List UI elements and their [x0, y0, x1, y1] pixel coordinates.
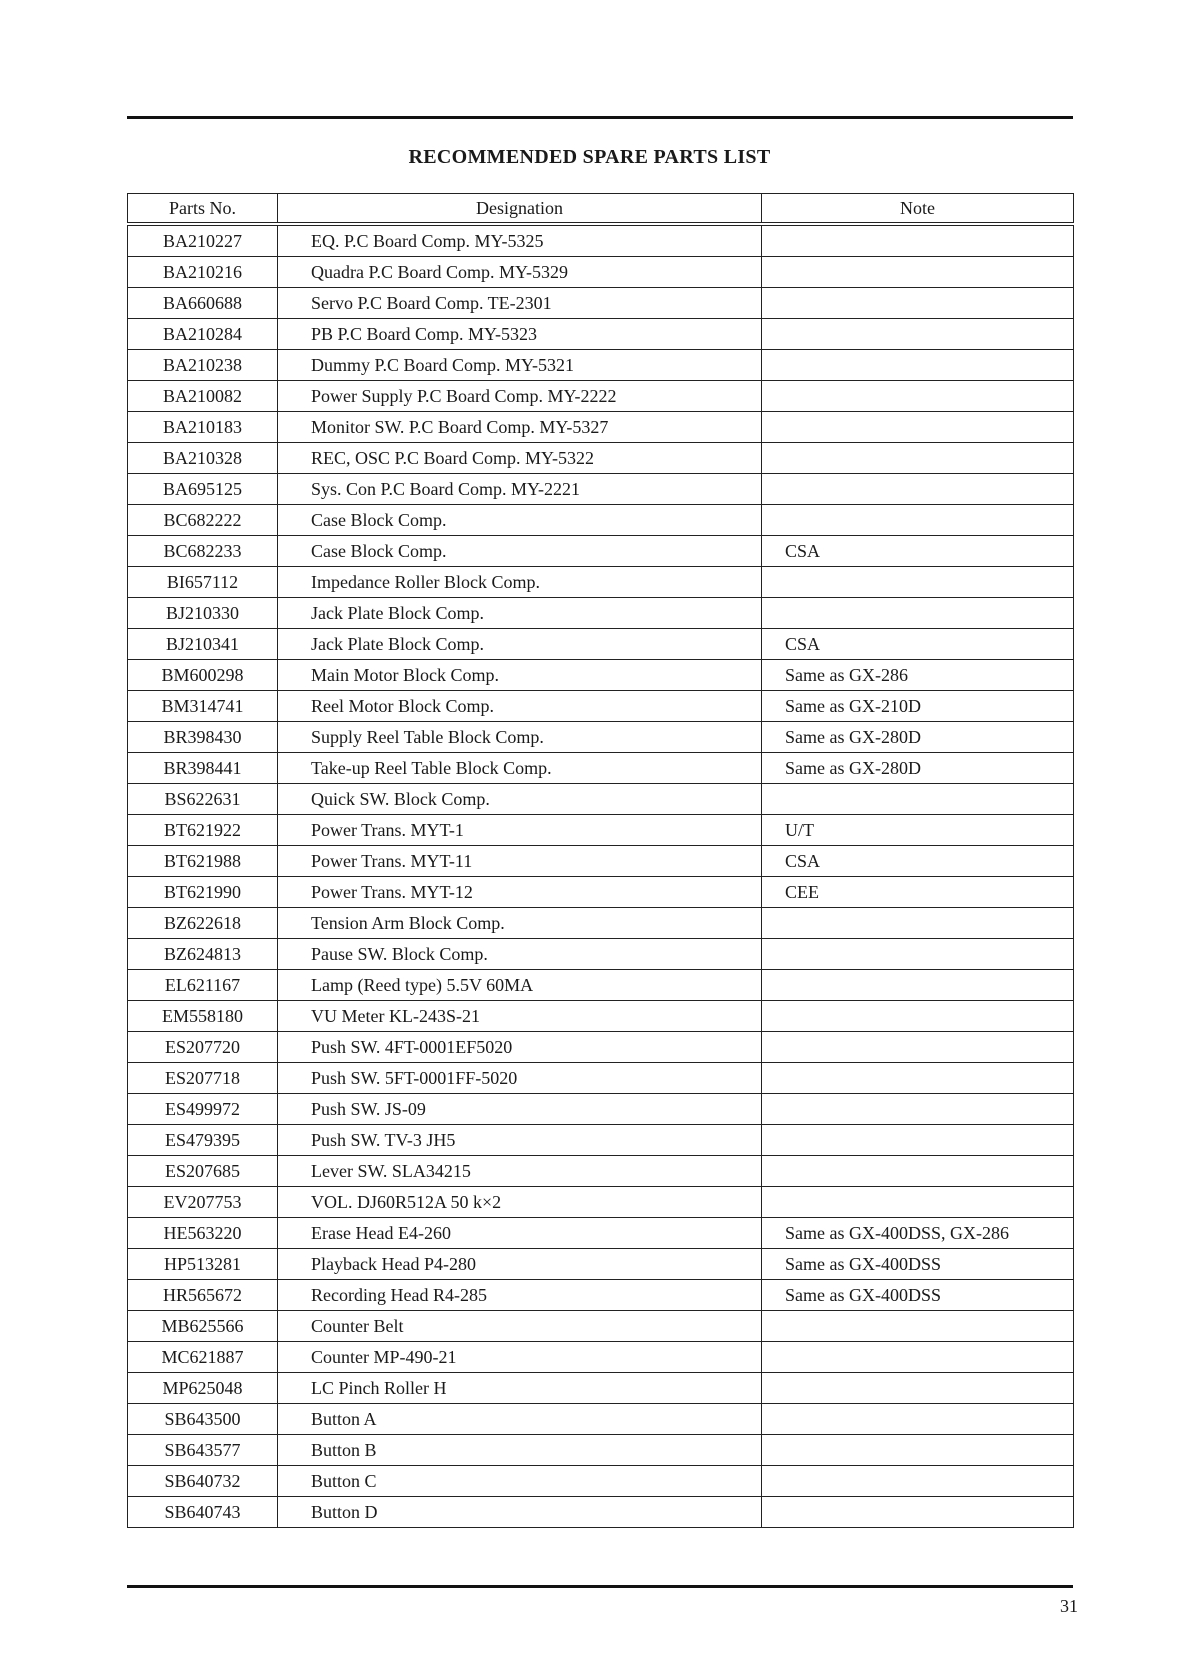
part-number-cell: SB643577 [128, 1435, 278, 1466]
note-cell [762, 257, 1074, 288]
part-number-cell: SB640732 [128, 1466, 278, 1497]
designation-cell: Servo P.C Board Comp. TE-2301 [278, 288, 762, 319]
note-cell [762, 381, 1074, 412]
designation-cell: Dummy P.C Board Comp. MY-5321 [278, 350, 762, 381]
top-rule [127, 116, 1073, 119]
column-header-parts-no: Parts No. [128, 194, 278, 225]
note-cell [762, 567, 1074, 598]
designation-cell: Quadra P.C Board Comp. MY-5329 [278, 257, 762, 288]
designation-cell: Jack Plate Block Comp. [278, 598, 762, 629]
note-cell: Same as GX-210D [762, 691, 1074, 722]
bottom-rule [127, 1585, 1073, 1588]
part-number-cell: SB643500 [128, 1404, 278, 1435]
part-number-cell: BA210227 [128, 224, 278, 257]
part-number-cell: MC621887 [128, 1342, 278, 1373]
table-row [128, 939, 1074, 970]
table-row [128, 629, 1074, 660]
part-number-cell: BA210238 [128, 350, 278, 381]
designation-cell: Monitor SW. P.C Board Comp. MY-5327 [278, 412, 762, 443]
table-row [128, 412, 1074, 443]
part-number-cell: MB625566 [128, 1311, 278, 1342]
part-number-cell: BT621988 [128, 846, 278, 877]
note-cell: CSA [762, 846, 1074, 877]
note-cell [762, 1032, 1074, 1063]
table-row [128, 1094, 1074, 1125]
designation-cell: Jack Plate Block Comp. [278, 629, 762, 660]
part-number-cell: ES479395 [128, 1125, 278, 1156]
designation-cell: Lamp (Reed type) 5.5V 60MA [278, 970, 762, 1001]
note-cell: CSA [762, 536, 1074, 567]
note-cell [762, 1435, 1074, 1466]
part-number-cell: BA660688 [128, 288, 278, 319]
part-number-cell: BT621990 [128, 877, 278, 908]
page-number: 31 [1060, 1596, 1078, 1616]
table-row [128, 1311, 1074, 1342]
note-cell [762, 319, 1074, 350]
note-cell: CSA [762, 629, 1074, 660]
note-cell [762, 1342, 1074, 1373]
table-row [128, 784, 1074, 815]
note-cell: Same as GX-280D [762, 722, 1074, 753]
table-row [128, 1280, 1074, 1311]
part-number-cell: BJ210330 [128, 598, 278, 629]
table-row [128, 1373, 1074, 1404]
table-header-row [128, 194, 1074, 225]
note-cell: Same as GX-400DSS, GX-286 [762, 1218, 1074, 1249]
note-cell [762, 443, 1074, 474]
part-number-cell: BJ210341 [128, 629, 278, 660]
designation-cell: Main Motor Block Comp. [278, 660, 762, 691]
note-cell [762, 1156, 1074, 1187]
part-number-cell: HE563220 [128, 1218, 278, 1249]
note-cell [762, 288, 1074, 319]
table-row [128, 288, 1074, 319]
designation-cell: Button D [278, 1497, 762, 1528]
table-row [128, 1063, 1074, 1094]
part-number-cell: BC682222 [128, 505, 278, 536]
part-number-cell: EL621167 [128, 970, 278, 1001]
note-cell: Same as GX-400DSS [762, 1280, 1074, 1311]
part-number-cell: BZ624813 [128, 939, 278, 970]
note-cell: U/T [762, 815, 1074, 846]
table-row [128, 1187, 1074, 1218]
note-cell [762, 598, 1074, 629]
note-cell [762, 1373, 1074, 1404]
part-number-cell: BR398430 [128, 722, 278, 753]
table-row [128, 474, 1074, 505]
designation-cell: VU Meter KL-243S-21 [278, 1001, 762, 1032]
part-number-cell: BM600298 [128, 660, 278, 691]
note-cell [762, 1311, 1074, 1342]
designation-cell: Pause SW. Block Comp. [278, 939, 762, 970]
designation-cell: EQ. P.C Board Comp. MY-5325 [278, 224, 762, 257]
table-row [128, 722, 1074, 753]
designation-cell: Button B [278, 1435, 762, 1466]
part-number-cell: BR398441 [128, 753, 278, 784]
table-row [128, 1497, 1074, 1528]
part-number-cell: HP513281 [128, 1249, 278, 1280]
part-number-cell: EM558180 [128, 1001, 278, 1032]
designation-cell: Push SW. JS-09 [278, 1094, 762, 1125]
note-cell: CEE [762, 877, 1074, 908]
table-row [128, 1249, 1074, 1280]
table-row [128, 257, 1074, 288]
part-number-cell: BC682233 [128, 536, 278, 567]
part-number-cell: BS622631 [128, 784, 278, 815]
note-cell: Same as GX-280D [762, 753, 1074, 784]
part-number-cell: SB640743 [128, 1497, 278, 1528]
part-number-cell: MP625048 [128, 1373, 278, 1404]
designation-cell: Case Block Comp. [278, 505, 762, 536]
note-cell [762, 1063, 1074, 1094]
part-number-cell: BT621922 [128, 815, 278, 846]
column-header-note: Note [762, 194, 1074, 225]
note-cell [762, 1404, 1074, 1435]
designation-cell: Recording Head R4-285 [278, 1280, 762, 1311]
table-row [128, 1156, 1074, 1187]
note-cell [762, 1497, 1074, 1528]
table-row [128, 567, 1074, 598]
table-row [128, 319, 1074, 350]
designation-cell: Counter MP-490-21 [278, 1342, 762, 1373]
note-cell [762, 939, 1074, 970]
designation-cell: Button A [278, 1404, 762, 1435]
designation-cell: Push SW. 5FT-0001FF-5020 [278, 1063, 762, 1094]
table-row [128, 1218, 1074, 1249]
table-row [128, 970, 1074, 1001]
part-number-cell: BM314741 [128, 691, 278, 722]
designation-cell: Push SW. 4FT-0001EF5020 [278, 1032, 762, 1063]
table-row [128, 753, 1074, 784]
page-title: RECOMMENDED SPARE PARTS LIST [408, 146, 771, 168]
table-row [128, 598, 1074, 629]
designation-cell: Erase Head E4-260 [278, 1218, 762, 1249]
table-row [128, 846, 1074, 877]
note-cell [762, 474, 1074, 505]
designation-cell: Case Block Comp. [278, 536, 762, 567]
part-number-cell: ES207718 [128, 1063, 278, 1094]
designation-cell: Reel Motor Block Comp. [278, 691, 762, 722]
table-row [128, 1032, 1074, 1063]
part-number-cell: EV207753 [128, 1187, 278, 1218]
designation-cell: Push SW. TV-3 JH5 [278, 1125, 762, 1156]
part-number-cell: HR565672 [128, 1280, 278, 1311]
part-number-cell: ES207720 [128, 1032, 278, 1063]
designation-cell: REC, OSC P.C Board Comp. MY-5322 [278, 443, 762, 474]
designation-cell: Power Trans. MYT-1 [278, 815, 762, 846]
note-cell [762, 224, 1074, 257]
note-cell [762, 1187, 1074, 1218]
table-row [128, 1466, 1074, 1497]
part-number-cell: BA210082 [128, 381, 278, 412]
designation-cell: Power Trans. MYT-12 [278, 877, 762, 908]
note-cell [762, 412, 1074, 443]
designation-cell: Sys. Con P.C Board Comp. MY-2221 [278, 474, 762, 505]
designation-cell: Impedance Roller Block Comp. [278, 567, 762, 598]
note-cell: Same as GX-400DSS [762, 1249, 1074, 1280]
designation-cell: Power Trans. MYT-11 [278, 846, 762, 877]
note-cell [762, 350, 1074, 381]
designation-cell: VOL. DJ60R512A 50 k×2 [278, 1187, 762, 1218]
table-row [128, 877, 1074, 908]
note-cell [762, 1125, 1074, 1156]
table-row [128, 536, 1074, 567]
column-header-designation: Designation [278, 194, 762, 225]
note-cell [762, 505, 1074, 536]
table-row [128, 815, 1074, 846]
table-body [128, 224, 1074, 1528]
designation-cell: Counter Belt [278, 1311, 762, 1342]
table-row [128, 505, 1074, 536]
spare-parts-table [127, 193, 1074, 1528]
designation-cell: Lever SW. SLA34215 [278, 1156, 762, 1187]
designation-cell: Tension Arm Block Comp. [278, 908, 762, 939]
note-cell [762, 1094, 1074, 1125]
designation-cell: LC Pinch Roller H [278, 1373, 762, 1404]
designation-cell: Quick SW. Block Comp. [278, 784, 762, 815]
part-number-cell: BA695125 [128, 474, 278, 505]
part-number-cell: ES207685 [128, 1156, 278, 1187]
table-row [128, 443, 1074, 474]
designation-cell: Playback Head P4-280 [278, 1249, 762, 1280]
designation-cell: Take-up Reel Table Block Comp. [278, 753, 762, 784]
note-cell [762, 970, 1074, 1001]
note-cell [762, 784, 1074, 815]
designation-cell: Supply Reel Table Block Comp. [278, 722, 762, 753]
table-row [128, 350, 1074, 381]
table-row [128, 691, 1074, 722]
designation-cell: Button C [278, 1466, 762, 1497]
part-number-cell: BA210284 [128, 319, 278, 350]
designation-cell: PB P.C Board Comp. MY-5323 [278, 319, 762, 350]
part-number-cell: ES499972 [128, 1094, 278, 1125]
table-row [128, 1342, 1074, 1373]
note-cell [762, 908, 1074, 939]
part-number-cell: BA210183 [128, 412, 278, 443]
note-cell [762, 1466, 1074, 1497]
table-row [128, 908, 1074, 939]
part-number-cell: BI657112 [128, 567, 278, 598]
table-row [128, 1125, 1074, 1156]
table-row [128, 660, 1074, 691]
note-cell [762, 1001, 1074, 1032]
part-number-cell: BA210328 [128, 443, 278, 474]
table-row [128, 381, 1074, 412]
table-row [128, 1435, 1074, 1466]
note-cell: Same as GX-286 [762, 660, 1074, 691]
designation-cell: Power Supply P.C Board Comp. MY-2222 [278, 381, 762, 412]
table-row [128, 224, 1074, 257]
table-row [128, 1001, 1074, 1032]
table-row [128, 1404, 1074, 1435]
part-number-cell: BA210216 [128, 257, 278, 288]
part-number-cell: BZ622618 [128, 908, 278, 939]
